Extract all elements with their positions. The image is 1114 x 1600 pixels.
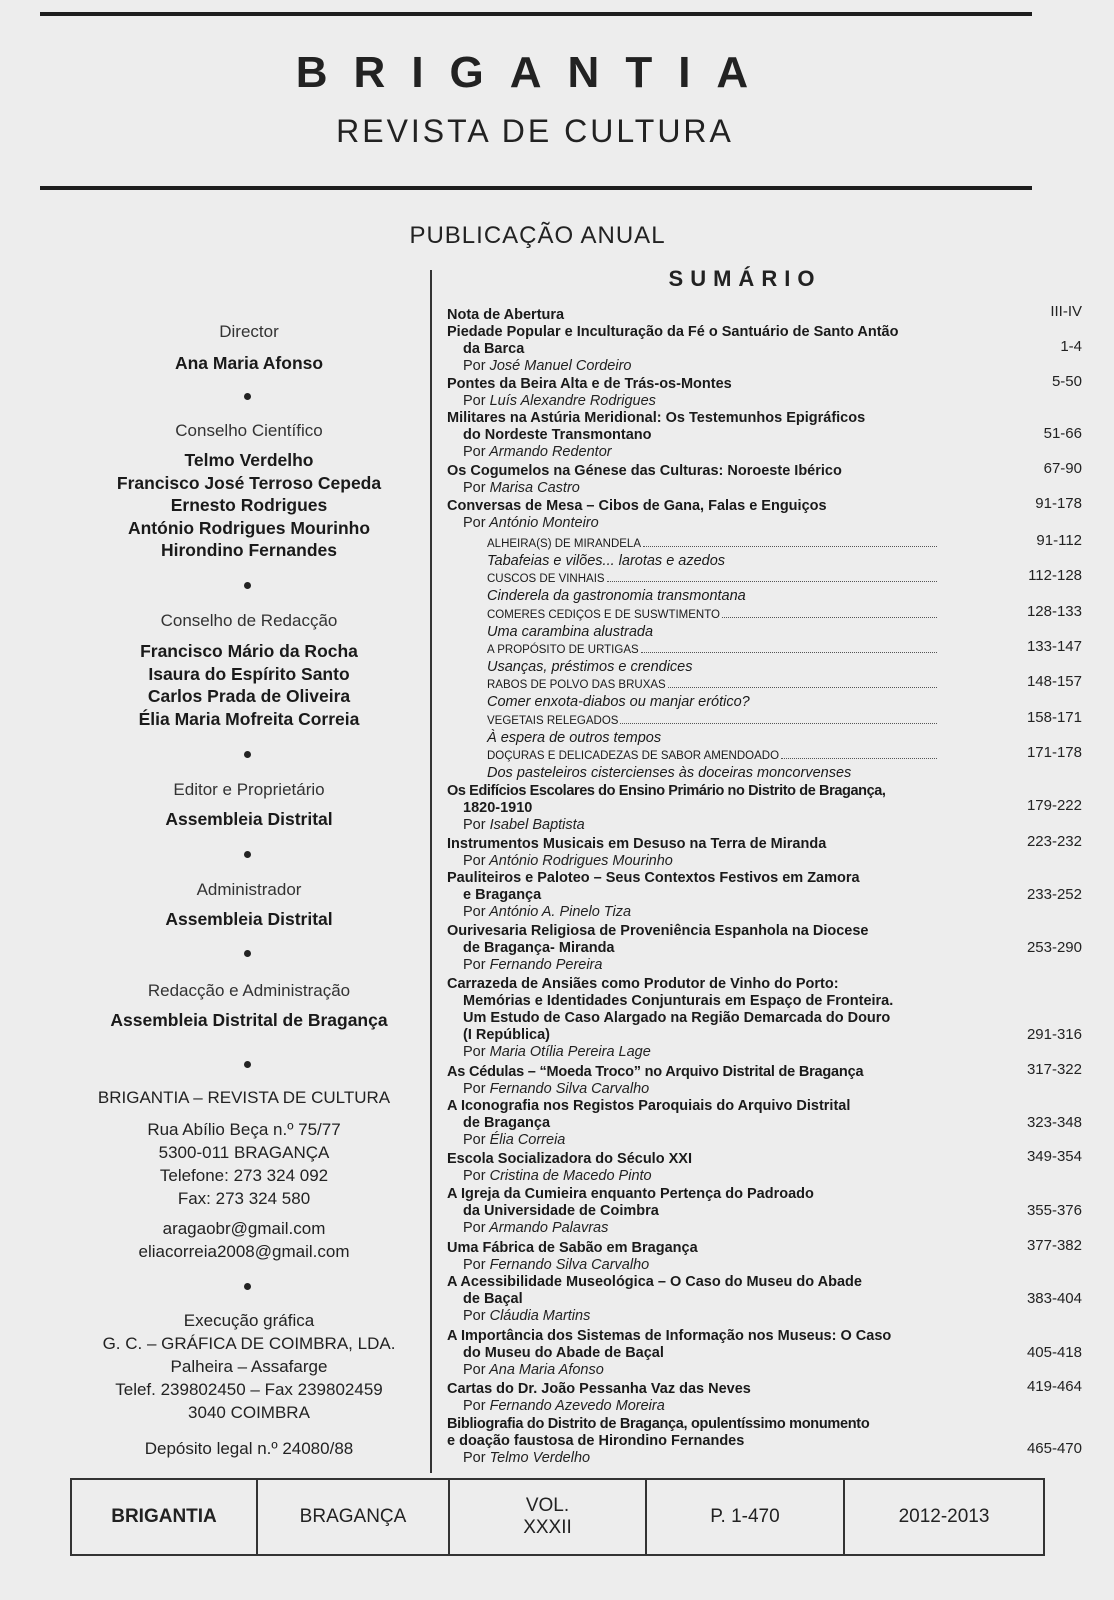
entry-pages: 377-382 <box>1026 1237 1082 1254</box>
entry-title: Bibliografia do Distrito de Bragança, opulentíssimo monumento <box>447 1416 870 1432</box>
toc-entry <box>447 303 1082 324</box>
entry-pages: 405-418 <box>1026 1344 1082 1361</box>
by-label: Por <box>463 1450 486 1466</box>
subsection-caption: RABOS DE POLVO DAS BRUXAS <box>487 679 666 691</box>
entry-author: Armando Redentor <box>489 444 612 460</box>
director-role: Director <box>219 322 279 341</box>
grafica-place: Palheira – Assafarge <box>170 1357 328 1376</box>
entry-author: Marisa Castro <box>489 480 580 496</box>
entry-title: Piedade Popular e Inculturação da Fé o Santuário de Santo Antão <box>447 324 899 340</box>
entry-title: A Iconografia nos Registos Paroquiais do Arquivo Distrital <box>447 1098 851 1114</box>
toc-subsection <box>487 532 1082 570</box>
by-label: Por <box>463 904 486 920</box>
by-label: Por <box>463 1398 486 1414</box>
subsection-pages: 91-112 <box>1036 532 1082 549</box>
address-street: Rua Abílio Beça n.º 75/77 <box>147 1120 341 1139</box>
footer-table <box>70 1478 1045 1556</box>
subsection-caption: ALHEIRA(S) DE MIRANDELA <box>487 538 642 550</box>
entry-title: Um Estudo de Caso Alargado na Região Demarcada do Douro <box>463 1010 891 1026</box>
member-name: Hirondino Fernandes <box>161 540 337 560</box>
journal-subtitle: REVISTA DE CULTURA <box>336 113 734 149</box>
by-label: Por <box>463 853 486 869</box>
toc-entry <box>447 833 1082 870</box>
journal-title: BRIGANTIA <box>295 48 775 97</box>
toc-entry <box>447 324 1082 375</box>
entry-title: Conversas de Mesa – Cibos de Gana, Falas e Enguiços <box>447 498 827 514</box>
entry-title: da Universidade de Coimbra <box>463 1203 659 1219</box>
entry-title: do Nordeste Transmontano <box>463 427 652 443</box>
subsection-pages: 158-171 <box>1026 709 1082 726</box>
entry-author: Fernando Azevedo Moreira <box>489 1398 665 1414</box>
member-name: António Rodrigues Mourinho <box>127 517 371 538</box>
entry-title: de Bragança <box>463 1115 551 1131</box>
subsection-subtitle: Tabafeias e vilões... larotas e azedos <box>487 553 726 569</box>
entry-title: A Acessibilidade Museológica – O Caso do Museu do Abade <box>447 1274 862 1290</box>
entry-title: 1820-1910 <box>463 800 533 816</box>
by-label: Por <box>463 1132 486 1148</box>
entry-author: Ana Maria Afonso <box>489 1362 604 1378</box>
toc-entry <box>447 1148 1082 1185</box>
entry-author: Fernando Silva Carvalho <box>489 1081 650 1097</box>
redaccao-admin-name: Assembleia Distrital de Bragança <box>110 1010 388 1030</box>
member-name: Francisco Mário da Rocha <box>140 641 358 661</box>
entry-pages: 233-252 <box>1026 886 1082 903</box>
footer-vol-label: VOL. <box>525 1495 570 1516</box>
entry-pages: 419-464 <box>1026 1378 1082 1395</box>
footer-pages: P. 1-470 <box>647 1480 845 1554</box>
entry-pages: 51-66 <box>1043 425 1082 442</box>
toc-entry <box>447 410 1082 461</box>
entry-author: Armando Palavras <box>489 1220 609 1236</box>
subsection-subtitle: À espera de outros tempos <box>487 730 662 746</box>
subsection-subtitle: Cinderela da gastronomia transmontana <box>487 588 746 604</box>
entry-author: António A. Pinelo Tiza <box>489 904 632 920</box>
entry-title: Cartas do Dr. João Pessanha Vaz das Neves <box>447 1381 751 1397</box>
member-name: Isaura do Espírito Santo <box>148 663 350 684</box>
by-label: Por <box>463 1362 486 1378</box>
entry-pages: 323-348 <box>1026 1114 1082 1131</box>
subsection-subtitle: Dos pasteleiros cistercienses às doceiras moncorvenses <box>487 765 852 781</box>
entry-author: Fernando Pereira <box>489 957 603 973</box>
address-phone: Telefone: 273 324 092 <box>159 1166 329 1185</box>
grafica-label: Execução gráfica <box>183 1311 315 1330</box>
subsection-caption: CUSCOS DE VINHAIS <box>487 573 605 585</box>
toc-entry <box>447 1328 1082 1379</box>
entry-author: Élia Correia <box>489 1132 566 1148</box>
entry-title: do Museu do Abade de Baçal <box>463 1345 664 1361</box>
address-fax: Fax: 273 324 580 <box>177 1189 311 1208</box>
separator-dot <box>244 1283 251 1290</box>
toc-subsection <box>487 744 1082 782</box>
by-label: Por <box>463 444 486 460</box>
grafica-company: G. C. – GRÁFICA DE COIMBRA, LDA. <box>102 1334 396 1353</box>
entry-author: José Manuel Cordeiro <box>489 358 632 374</box>
entry-author: Isabel Baptista <box>489 817 585 833</box>
separator-dot <box>244 751 251 758</box>
administrador-block <box>84 880 414 931</box>
administrador-name: Assembleia Distrital <box>165 909 333 929</box>
toc-entry <box>447 976 1082 1061</box>
toc-entry <box>447 1186 1082 1237</box>
grafica-city: 3040 COIMBRA <box>188 1403 310 1422</box>
entry-pages: III-IV <box>1050 303 1082 320</box>
entry-title: Pauliteiros e Paloteo – Seus Contextos Festivos em Zamora <box>447 870 860 886</box>
entry-author: Fernando Silva Carvalho <box>489 1257 650 1273</box>
by-label: Por <box>463 1168 486 1184</box>
entry-pages: 317-322 <box>1026 1061 1082 1078</box>
toc-entry <box>447 1098 1082 1149</box>
column-divider <box>430 270 432 1473</box>
by-label: Por <box>463 515 486 531</box>
email-2: eliacorreia2008@gmail.com <box>138 1242 350 1261</box>
header-bottom-rule <box>40 186 1032 190</box>
entry-pages: 1-4 <box>1060 338 1082 355</box>
toc-entry <box>447 1274 1082 1325</box>
member-name: Francisco José Terroso Cepeda <box>116 472 382 493</box>
entry-title: Instrumentos Musicais em Desuso na Terra de Miranda <box>447 836 827 852</box>
deposito-legal: Depósito legal n.º 24080/88 <box>144 1439 354 1458</box>
toc-subsection <box>487 603 1082 641</box>
toc-entry <box>447 1061 1082 1098</box>
entry-author: Cláudia Martins <box>489 1308 591 1324</box>
entry-title: Pontes da Beira Alta e de Trás-os-Montes <box>447 376 732 392</box>
entry-title: de Baçal <box>463 1291 523 1307</box>
entry-author: António Monteiro <box>489 515 599 531</box>
footer-vol-number: XXXII <box>523 1517 572 1538</box>
by-label: Por <box>463 1257 486 1273</box>
footer-journal: BRIGANTIA <box>72 1480 258 1554</box>
entry-title: Ourivesaria Religiosa de Proveniência Espanhola na Diocese <box>447 923 869 939</box>
toc-entry <box>447 373 1082 410</box>
toc-subsection <box>487 673 1082 711</box>
grafica-tel: Telef. 239802450 – Fax 239802459 <box>115 1380 383 1399</box>
entry-title: de Bragança- Miranda <box>463 940 615 956</box>
entry-title: A Importância dos Sistemas de Informação nos Museus: O Caso <box>447 1328 892 1344</box>
toc-entry <box>447 460 1082 497</box>
entry-title: As Cédulas – “Moeda Troco” no Arquivo Distrital de Bragança <box>447 1064 864 1080</box>
by-label: Por <box>463 358 486 374</box>
entry-pages: 253-290 <box>1026 939 1082 956</box>
entry-title: Os Cogumelos na Génese das Culturas: Noroeste Ibérico <box>447 463 842 479</box>
conselho-redaccao-role: Conselho de Redacção <box>160 611 338 630</box>
member-name: Carlos Prada de Oliveira <box>147 686 351 706</box>
entry-author: Luís Alexandre Rodrigues <box>489 393 656 409</box>
subsection-caption: DOÇURAS E DELICADEZAS DE SABOR AMENDOADO <box>487 750 780 762</box>
by-label: Por <box>463 1044 486 1060</box>
entry-title: (I República) <box>463 1027 551 1043</box>
footer-city: BRAGANÇA <box>258 1480 450 1554</box>
by-label: Por <box>463 1220 486 1236</box>
by-label: Por <box>463 480 486 496</box>
entry-title: Memórias e Identidades Conjunturais em Espaço de Fronteira. <box>463 993 894 1009</box>
member-name: Ernesto Rodrigues <box>170 495 328 515</box>
entry-pages: 355-376 <box>1026 1202 1082 1219</box>
toc-entry <box>447 870 1082 921</box>
entry-pages: 349-354 <box>1026 1148 1082 1165</box>
member-name: Élia Maria Mofreita Correia <box>138 708 360 729</box>
entry-pages: 91-178 <box>1035 495 1082 512</box>
entry-title: da Barca <box>463 341 525 357</box>
editor-role: Editor e Proprietário <box>173 780 325 799</box>
toc-entry <box>447 923 1082 974</box>
entry-title: Escola Socializadora do Século XXI <box>447 1151 692 1167</box>
redaccao-admin-block <box>84 981 414 1032</box>
subsection-caption: A PROPÓSITO DE URTIGAS <box>487 644 639 656</box>
redaccao-admin-role: Redacção e Administração <box>147 981 351 1000</box>
subsection-subtitle: Comer enxota-diabos ou manjar erótico? <box>487 694 750 710</box>
entry-title: e doação faustosa de Hirondino Fernandes <box>447 1433 745 1449</box>
entry-pages: 465-470 <box>1026 1440 1082 1457</box>
separator-dot <box>244 950 251 957</box>
subsection-caption: COMERES CEDIÇOS E DE SUSWTIMENTO <box>487 609 721 621</box>
entry-pages: 179-222 <box>1026 797 1082 814</box>
subsection-pages: 128-133 <box>1026 603 1082 620</box>
toc-subsection <box>487 567 1082 605</box>
conselho-redaccao-block <box>84 611 414 730</box>
separator-dot <box>244 582 251 589</box>
entry-author: Cristina de Macedo Pinto <box>489 1168 652 1184</box>
subsection-pages: 171-178 <box>1026 744 1082 761</box>
publication-frequency: PUBLICAÇÃO ANUAL <box>409 222 666 249</box>
toc-entry <box>447 495 1082 532</box>
email-1: aragaobr@gmail.com <box>162 1219 326 1238</box>
by-label: Por <box>463 1308 486 1324</box>
director-name: Ana Maria Afonso <box>174 353 324 373</box>
entry-pages: 67-90 <box>1043 460 1082 477</box>
grafica-block <box>74 1309 424 1460</box>
conselho-cientifico-role: Conselho Científico <box>175 421 323 440</box>
address-block <box>74 1086 414 1263</box>
separator-dot <box>244 393 251 400</box>
entry-title: A Igreja da Cumieira enquanto Pertença do Padroado <box>447 1186 814 1202</box>
by-label: Por <box>463 817 486 833</box>
entry-pages: 5-50 <box>1051 373 1082 390</box>
entry-pages: 223-232 <box>1026 833 1082 850</box>
separator-dot <box>244 1061 251 1068</box>
entry-title: Nota de Abertura <box>447 307 565 323</box>
footer-years: 2012-2013 <box>898 1506 990 1527</box>
entry-title: Militares na Astúria Meridional: Os Testemunhos Epigráficos <box>447 410 866 426</box>
entry-pages: 383-404 <box>1026 1290 1082 1307</box>
subsection-pages: 148-157 <box>1026 673 1082 690</box>
address-journal-name: BRIGANTIA – REVISTA DE CULTURA <box>97 1088 391 1107</box>
by-label: Por <box>463 957 486 973</box>
editor-block <box>84 780 414 831</box>
toc-subsection <box>487 638 1082 676</box>
toc-entry <box>447 1416 1082 1467</box>
subsection-subtitle: Uma carambina alustrada <box>487 624 654 640</box>
subsection-subtitle: Usanças, préstimos e crendices <box>487 659 693 675</box>
entry-author: Telmo Verdelho <box>489 1450 591 1466</box>
entry-title: Os Edifícios Escolares do Ensino Primário no Distrito de Bragança, <box>447 783 886 799</box>
toc-entry <box>447 1378 1082 1415</box>
conselho-cientifico-block <box>84 421 414 562</box>
address-postal: 5300-011 BRAGANÇA <box>158 1143 330 1162</box>
director-block <box>84 322 414 375</box>
toc-entry <box>447 1237 1082 1274</box>
entry-title: Uma Fábrica de Sabão em Bragança <box>447 1240 698 1256</box>
editor-name: Assembleia Distrital <box>165 809 333 829</box>
sumario-heading: SUMÁRIO <box>668 266 822 291</box>
entry-pages: 291-316 <box>1026 1026 1082 1043</box>
entry-title: Carrazeda de Ansiães como Produtor de Vinho do Porto: <box>447 976 839 992</box>
entry-author: Maria Otília Pereira Lage <box>489 1044 651 1060</box>
toc-subsection <box>487 709 1082 747</box>
subsection-pages: 112-128 <box>1028 567 1082 584</box>
toc-entry <box>447 783 1082 834</box>
by-label: Por <box>463 393 486 409</box>
top-rule <box>40 12 1032 16</box>
subsection-caption: VEGETAIS RELEGADOS <box>487 715 619 727</box>
footer-volume <box>450 1480 647 1554</box>
entry-title: e Bragança <box>463 887 542 903</box>
by-label: Por <box>463 1081 486 1097</box>
administrador-role: Administrador <box>196 880 302 899</box>
entry-author: António Rodrigues Mourinho <box>489 853 673 869</box>
subsection-pages: 133-147 <box>1026 638 1082 655</box>
separator-dot <box>244 851 251 858</box>
member-name: Telmo Verdelho <box>184 450 314 470</box>
